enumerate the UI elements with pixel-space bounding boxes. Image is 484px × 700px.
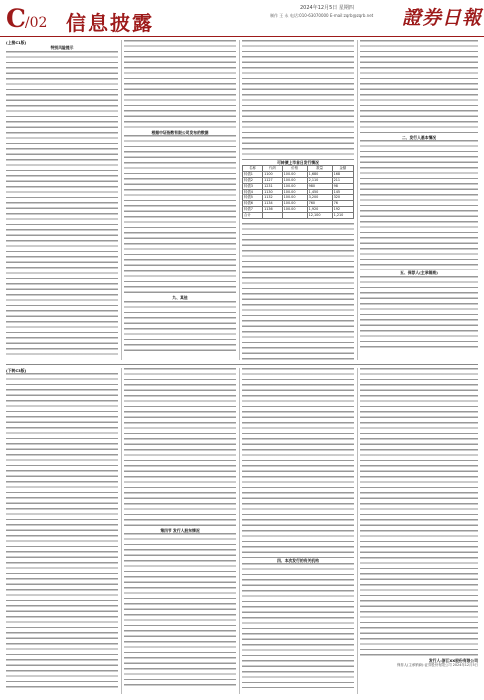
article-text-block: [124, 301, 236, 351]
article-text-block: [124, 368, 236, 528]
footer-note: 保荐人(主承销商):证券股份有限公司 2024年12月5日: [397, 663, 478, 668]
table-title: 可转债上市首日发行情况: [277, 160, 319, 165]
continuation-note: (上接C1版): [6, 40, 27, 45]
issuer-signature: 发行人:浙江XX股份有限公司: [428, 658, 478, 663]
page-number: 02: [29, 15, 48, 31]
page-code: C/02: [6, 4, 48, 33]
table-cell: 1,210: [332, 212, 353, 218]
table-cell: 100.00: [282, 172, 307, 178]
table-cell: 320: [332, 195, 353, 201]
table-cell: [263, 212, 283, 218]
page-prefix: C: [6, 4, 25, 33]
table-cell: 转债5: [243, 195, 263, 201]
column-rule: [239, 368, 240, 694]
table-cell: 转债7: [243, 206, 263, 212]
upper-column-4: [360, 40, 478, 360]
table-cell: 100.00: [282, 189, 307, 195]
column-rule: [357, 40, 358, 360]
table-cell: 1231: [263, 183, 283, 189]
lower-column-4: [360, 368, 478, 694]
column-rule: [357, 368, 358, 694]
table-cell: 数量: [307, 166, 332, 172]
article-text-block: [242, 223, 354, 360]
upper-column-1: [6, 40, 118, 360]
table-cell: 100.00: [282, 195, 307, 201]
table-cell: 76: [332, 201, 353, 207]
article-text-block: [360, 276, 478, 351]
table-cell: 1127: [263, 178, 283, 184]
table-row: [243, 212, 354, 218]
table-cell: 1,450: [307, 189, 332, 195]
table-cell: 98: [332, 183, 353, 189]
article-text-block: [360, 40, 478, 135]
article-text-block: [6, 373, 118, 691]
table-cell: 980: [307, 183, 332, 189]
upper-column-3: [242, 40, 354, 360]
table-cell: 100.00: [282, 201, 307, 207]
subheading: 根据中证指数有限公司发布的数据: [151, 130, 209, 135]
table-cell: 211: [332, 178, 353, 184]
table-cell: 3,200: [307, 195, 332, 201]
table-cell: 转债4: [243, 189, 263, 195]
lower-column-3: [242, 368, 354, 694]
subheading: 第四节 发行人股东情况: [160, 528, 200, 533]
column-rule: [121, 368, 122, 694]
issue-date: 2024年12月5日 星期四: [300, 5, 354, 11]
subheading: 二、发行人基本情况: [401, 135, 437, 140]
table-cell: 12,100: [307, 212, 332, 218]
article-text-block: [124, 135, 236, 295]
table-cell: 1100: [263, 172, 283, 178]
table-cell: 100.00: [282, 183, 307, 189]
page-header: [0, 0, 484, 37]
subheading: 五、保荐人(主承销商): [400, 270, 438, 276]
table-cell: 转债2: [243, 178, 263, 184]
upper-column-2: [124, 40, 236, 360]
table-cell: 2,110: [307, 178, 332, 184]
table-cell: 合计: [243, 212, 263, 218]
table-cell: [282, 212, 307, 218]
article-text-block: [360, 140, 478, 270]
article-text-block: [242, 563, 354, 688]
table-cell: 760: [307, 201, 332, 207]
column-rule: [121, 40, 122, 360]
table-cell: 金额: [332, 166, 353, 172]
masthead-contacts: 制作 王 永 电话:010-63070000 E-mail:zqrb@zqrb.net: [270, 13, 374, 18]
table-cell: 145: [332, 189, 353, 195]
article-text-block: [242, 368, 354, 558]
table-cell: 100.00: [282, 178, 307, 184]
article-text-block: [124, 40, 236, 130]
article-text-block: [124, 533, 236, 688]
table-cell: 1,680: [307, 172, 332, 178]
table-cell: 1132: [263, 195, 283, 201]
table-cell: 1134: [263, 201, 283, 207]
risk-heading: 特别风险提示: [50, 45, 74, 51]
lower-column-1: [6, 368, 118, 694]
table-cell: 168: [332, 172, 353, 178]
table-cell: 转债6: [243, 201, 263, 207]
subheading: 九、其他: [172, 295, 188, 301]
article-text-block: [6, 51, 118, 356]
table-cell: 192: [332, 206, 353, 212]
subheading: 四、本次发行的有关机构: [277, 558, 319, 563]
table-cell: 转债1: [243, 172, 263, 178]
table-cell: 代码: [263, 166, 283, 172]
column-rule: [239, 40, 240, 360]
table-cell: 价格: [282, 166, 307, 172]
section-divider: [6, 364, 478, 365]
section-title: 信息披露: [66, 11, 154, 35]
table-cell: 1,920: [307, 206, 332, 212]
table-cell: 名称: [243, 166, 263, 172]
lower-column-2: [124, 368, 236, 694]
table-cell: 1136: [263, 206, 283, 212]
continuation-note: (下转C3版): [6, 368, 27, 373]
table-cell: 100.00: [282, 206, 307, 212]
table-cell: 1130: [263, 189, 283, 195]
newspaper-logo: 證券日報: [402, 7, 483, 29]
article-text-block: [360, 368, 478, 658]
table-cell: 转债3: [243, 183, 263, 189]
article-text-block: [242, 40, 354, 160]
data-table: [242, 165, 354, 218]
